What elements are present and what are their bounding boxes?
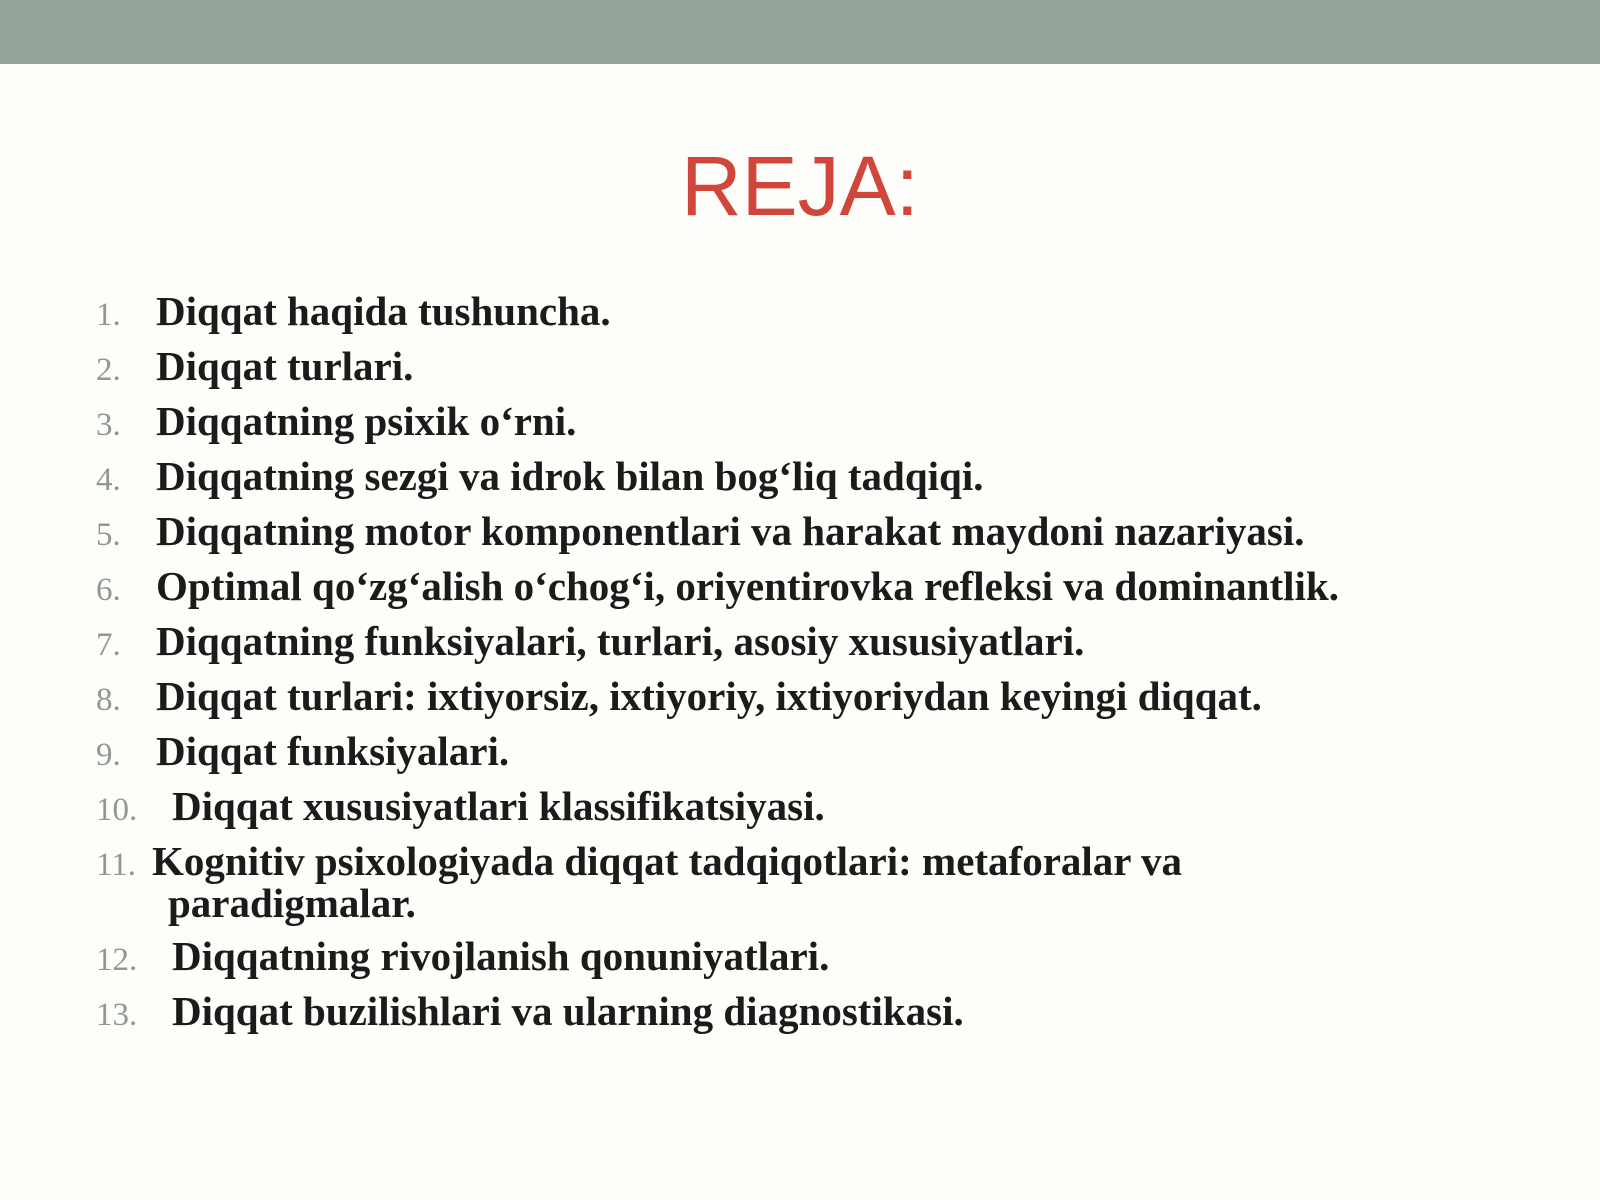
plan-item-4 (96, 455, 1556, 499)
item-text: Diqqat haqida tushuncha. (156, 288, 611, 334)
item-text: Diqqat buzilishlari va ularning diagnostikasi. (172, 988, 964, 1034)
item-number: 8. (96, 682, 121, 718)
item-number: 11. (96, 847, 137, 883)
plan-item-9 (96, 730, 1556, 774)
item-number: 4. (96, 462, 121, 498)
plan-item-10 (96, 785, 1556, 829)
plan-item-13 (96, 990, 1556, 1034)
item-text: Diqqat xususiyatlari klassifikatsiyasi. (172, 783, 825, 829)
plan-item-2 (96, 345, 1556, 389)
item-text: Diqqatning rivojlanish qonuniyatlari. (172, 933, 830, 979)
item-text: Diqqatning psixik o‘rni. (156, 398, 577, 444)
item-text: Diqqat turlari. (156, 343, 414, 389)
item-number: 5. (96, 517, 121, 553)
item-text: Diqqat turlari: ixtiyorsiz, ixtiyoriy, ixtiyoriydan keyingi diqqat. (156, 673, 1262, 719)
plan-list (96, 290, 1556, 1045)
item-number: 6. (96, 572, 121, 608)
item-number: 13. (96, 997, 138, 1033)
item-number: 2. (96, 352, 121, 388)
item-text: Optimal qo‘zg‘alish o‘chog‘i, oriyentirovka refleksi va dominantlik. (156, 563, 1339, 609)
top-accent-band (0, 0, 1600, 64)
plan-item-1 (96, 290, 1556, 334)
item-number: 1. (96, 297, 121, 333)
item-number: 9. (96, 737, 121, 773)
slide-title: REJA: (680, 139, 920, 233)
item-text: Diqqatning funksiyalari, turlari, asosiy xususiyatlari. (156, 618, 1085, 664)
item-number: 7. (96, 627, 121, 663)
plan-item-6 (96, 565, 1556, 609)
plan-item-7 (96, 620, 1556, 664)
plan-item-5 (96, 510, 1556, 554)
plan-item-12 (96, 935, 1556, 979)
item-text: Kognitiv psixologiyada diqqat tadqiqotlari: metaforalar va paradigmalar. (152, 838, 1183, 926)
item-number: 10. (96, 792, 138, 828)
plan-item-11 (96, 840, 1556, 924)
item-number: 12. (96, 942, 138, 978)
plan-item-3 (96, 400, 1556, 444)
item-text: Diqqatning motor komponentlari va harakat maydoni nazariyasi. (156, 508, 1305, 554)
item-text: Diqqatning sezgi va idrok bilan bog‘liq tadqiqi. (156, 453, 984, 499)
plan-item-8 (96, 675, 1556, 719)
item-number: 3. (96, 407, 121, 443)
item-text: Diqqat funksiyalari. (156, 728, 510, 774)
